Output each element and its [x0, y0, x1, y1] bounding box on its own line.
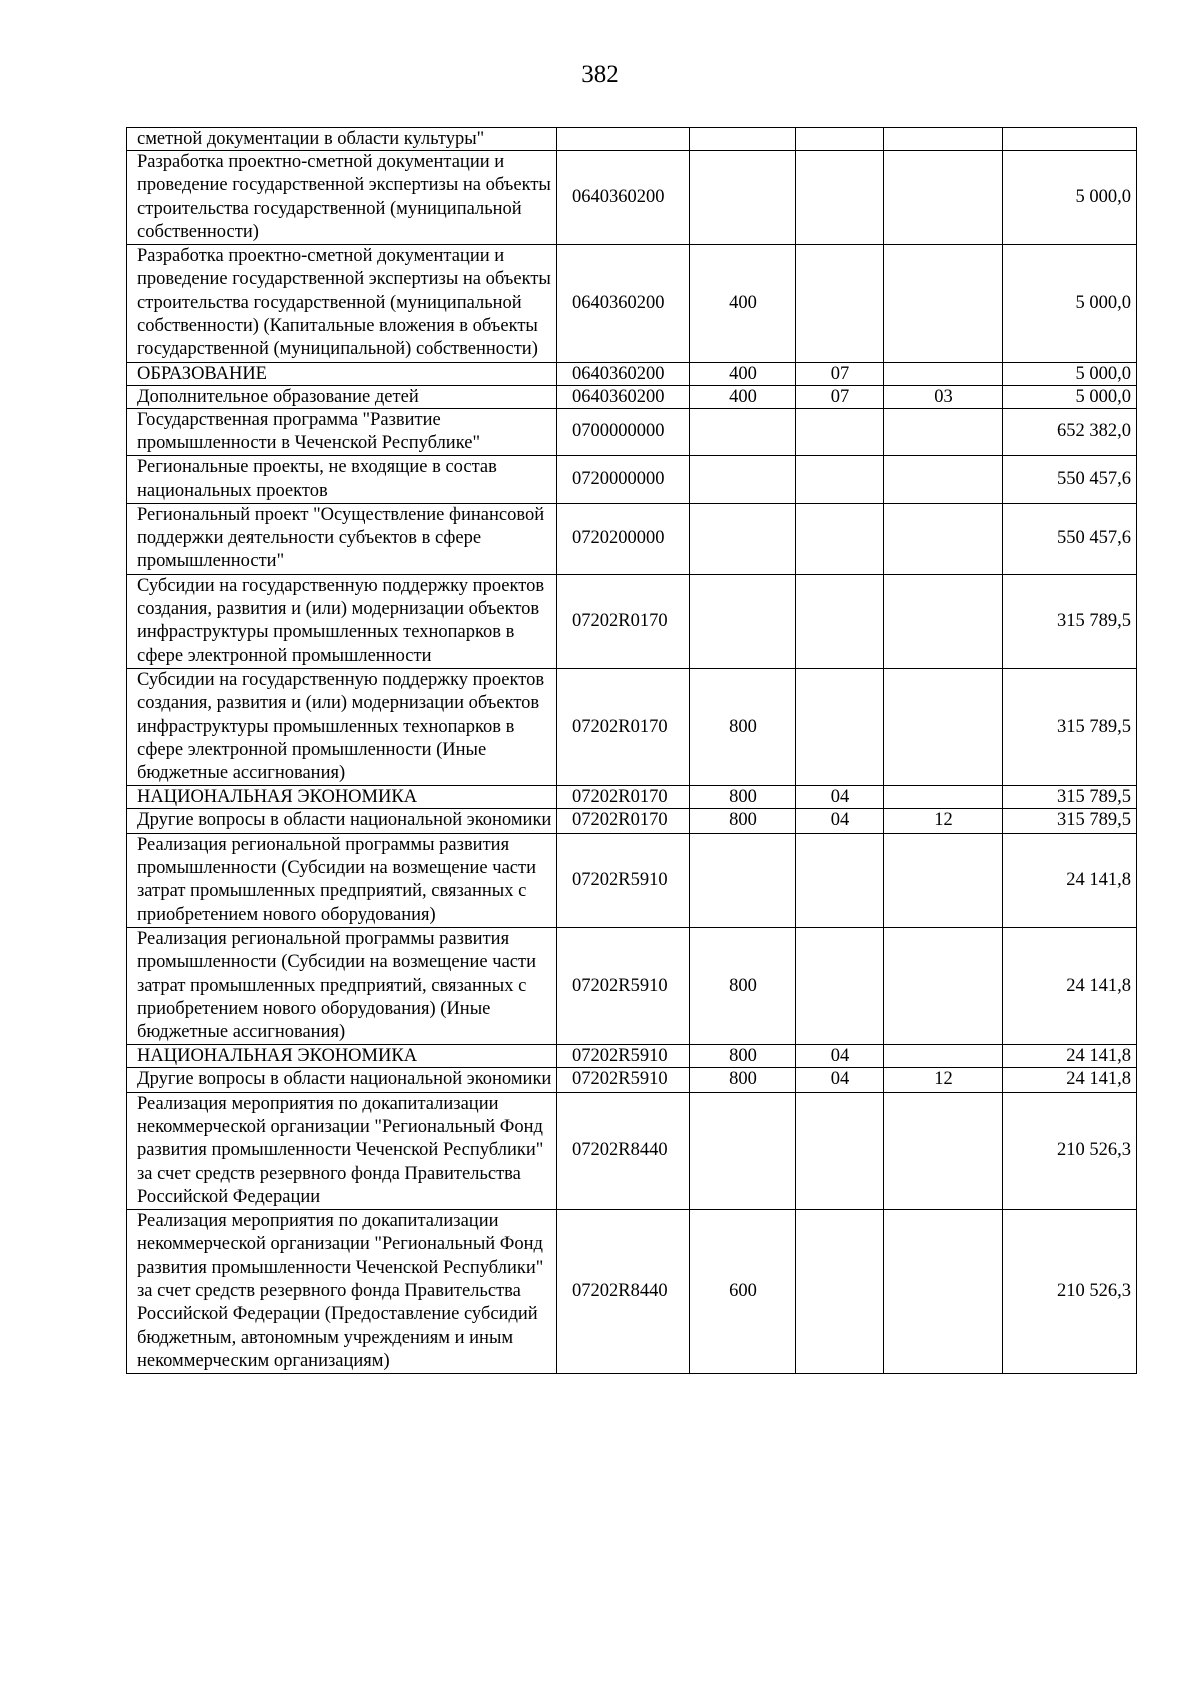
row-subsection: [884, 245, 1003, 362]
row-expense-type: 400: [690, 385, 796, 408]
row-subsection: [884, 151, 1003, 245]
row-section: [796, 1092, 884, 1209]
row-target-code: 07202R5910: [557, 1068, 690, 1092]
row-section: 04: [796, 809, 884, 833]
row-subsection: [884, 362, 1003, 385]
row-section: [796, 668, 884, 785]
row-expense-type: [690, 151, 796, 245]
row-subsection: [884, 503, 1003, 574]
row-section: [796, 408, 884, 456]
row-target-code: 07202R5910: [557, 833, 690, 927]
row-name: Реализация региональной программы развития промышленности (Субсидии на возмещение части затрат промышленных предприятий, связанных с приобретением нового оборудования) (Иные бюджетные ассигнования): [127, 927, 557, 1044]
row-amount: 24 141,8: [1003, 1045, 1137, 1068]
row-name: Государственная программа "Развитие промышленности в Чеченской Республике": [127, 408, 557, 456]
row-expense-type: 800: [690, 809, 796, 833]
row-name: Другие вопросы в области национальной экономики: [127, 809, 557, 833]
row-amount: 24 141,8: [1003, 927, 1137, 1044]
row-amount: 5 000,0: [1003, 151, 1137, 245]
row-section: 07: [796, 362, 884, 385]
row-subsection: [884, 574, 1003, 668]
row-subsection: [884, 1045, 1003, 1068]
row-name: Субсидии на государственную поддержку проектов создания, развития и (или) модернизации объектов инфраструктуры промышленных технопарков в сфере электронной промышленности (Иные бюджетные ассигнования): [127, 668, 557, 785]
row-expense-type: 400: [690, 245, 796, 362]
row-expense-type: 800: [690, 927, 796, 1044]
row-amount: 550 457,6: [1003, 503, 1137, 574]
table-row: [127, 809, 1137, 833]
row-name: Разработка проектно-сметной документации и проведение государственной экспертизы на объекты строительства государственной (муниципальной собственности): [127, 151, 557, 245]
row-target-code: 07202R0170: [557, 786, 690, 809]
table-row: [127, 245, 1137, 362]
row-amount: 5 000,0: [1003, 362, 1137, 385]
row-expense-type: 800: [690, 1068, 796, 1092]
row-expense-type: [690, 574, 796, 668]
row-section: [796, 927, 884, 1044]
row-subsection: 03: [884, 385, 1003, 408]
row-name: Разработка проектно-сметной документации и проведение государственной экспертизы на объекты строительства государственной (муниципальной собственности) (Капитальные вложения в объекты государственной (муниципальной) собственности): [127, 245, 557, 362]
row-expense-type: 600: [690, 1210, 796, 1374]
row-expense-type: [690, 408, 796, 456]
row-expense-type: 400: [690, 362, 796, 385]
row-expense-type: [690, 833, 796, 927]
table-row: [127, 1045, 1137, 1068]
row-expense-type: [690, 503, 796, 574]
row-section: [796, 128, 884, 151]
row-subsection: [884, 1210, 1003, 1374]
row-target-code: 07202R0170: [557, 809, 690, 833]
row-section: 04: [796, 1068, 884, 1092]
row-name: Дополнительное образование детей: [127, 385, 557, 408]
row-name: Региональные проекты, не входящие в состав национальных проектов: [127, 456, 557, 504]
table-row: [127, 574, 1137, 668]
row-amount: 210 526,3: [1003, 1210, 1137, 1374]
table-row: [127, 456, 1137, 504]
row-section: [796, 503, 884, 574]
row-amount: [1003, 128, 1137, 151]
row-amount: 210 526,3: [1003, 1092, 1137, 1209]
row-name: Региональный проект "Осуществление финансовой поддержки деятельности субъектов в сфере промышленности": [127, 503, 557, 574]
row-section: [796, 574, 884, 668]
row-name: Другие вопросы в области национальной экономики: [127, 1068, 557, 1092]
row-target-code: 0700000000: [557, 408, 690, 456]
row-name: Реализация региональной программы развития промышленности (Субсидии на возмещение части затрат промышленных предприятий, связанных с приобретением нового оборудования): [127, 833, 557, 927]
row-section: 04: [796, 786, 884, 809]
row-target-code: 0640360200: [557, 245, 690, 362]
table-row: [127, 1092, 1137, 1209]
row-amount: 652 382,0: [1003, 408, 1137, 456]
table-row: [127, 833, 1137, 927]
row-name: сметной документации в области культуры": [127, 128, 557, 151]
row-target-code: [557, 128, 690, 151]
row-subsection: [884, 786, 1003, 809]
row-name: НАЦИОНАЛЬНАЯ ЭКОНОМИКА: [127, 786, 557, 809]
row-subsection: 12: [884, 1068, 1003, 1092]
row-expense-type: [690, 128, 796, 151]
row-target-code: 0640360200: [557, 151, 690, 245]
budget-table: [126, 127, 1137, 1374]
row-expense-type: 800: [690, 668, 796, 785]
row-target-code: 0720000000: [557, 456, 690, 504]
row-expense-type: 800: [690, 1045, 796, 1068]
table-row: [127, 385, 1137, 408]
table-row: [127, 128, 1137, 151]
row-target-code: 07202R8440: [557, 1210, 690, 1374]
row-subsection: [884, 1092, 1003, 1209]
row-amount: 315 789,5: [1003, 668, 1137, 785]
row-subsection: [884, 668, 1003, 785]
row-subsection: [884, 408, 1003, 456]
row-expense-type: 800: [690, 786, 796, 809]
row-target-code: 0720200000: [557, 503, 690, 574]
row-amount: 315 789,5: [1003, 809, 1137, 833]
row-amount: 24 141,8: [1003, 1068, 1137, 1092]
row-subsection: [884, 456, 1003, 504]
row-section: [796, 245, 884, 362]
row-name: НАЦИОНАЛЬНАЯ ЭКОНОМИКА: [127, 1045, 557, 1068]
row-target-code: 07202R5910: [557, 1045, 690, 1068]
row-target-code: 07202R0170: [557, 668, 690, 785]
table-row: [127, 503, 1137, 574]
row-amount: 550 457,6: [1003, 456, 1137, 504]
row-target-code: 0640360200: [557, 362, 690, 385]
row-expense-type: [690, 1092, 796, 1209]
row-name: Реализация мероприятия по докапитализации некоммерческой организации "Региональный Фонд развития промышленности Чеченской Республики" за счет средств резервного фонда Правительства Российской Федерации: [127, 1092, 557, 1209]
table-row: [127, 927, 1137, 1044]
row-subsection: [884, 128, 1003, 151]
row-amount: 24 141,8: [1003, 833, 1137, 927]
row-name: ОБРАЗОВАНИЕ: [127, 362, 557, 385]
table-row: [127, 408, 1137, 456]
row-amount: 5 000,0: [1003, 245, 1137, 362]
row-section: 04: [796, 1045, 884, 1068]
row-amount: 5 000,0: [1003, 385, 1137, 408]
row-expense-type: [690, 456, 796, 504]
row-section: [796, 151, 884, 245]
row-target-code: 07202R0170: [557, 574, 690, 668]
row-section: 07: [796, 385, 884, 408]
row-subsection: 12: [884, 809, 1003, 833]
table-row: [127, 362, 1137, 385]
row-target-code: 0640360200: [557, 385, 690, 408]
row-name: Реализация мероприятия по докапитализации некоммерческой организации "Региональный Фонд развития промышленности Чеченской Республики" за счет средств резервного фонда Правительства Российской Федерации (Предоставление субсидий бюджетным, автономным учреждениям и иным некоммерческим организациям): [127, 1210, 557, 1374]
table-row: [127, 151, 1137, 245]
row-target-code: 07202R8440: [557, 1092, 690, 1209]
row-target-code: 07202R5910: [557, 927, 690, 1044]
row-amount: 315 789,5: [1003, 786, 1137, 809]
page-number: 382: [581, 61, 619, 88]
table-row: [127, 1210, 1137, 1374]
row-section: [796, 1210, 884, 1374]
table-row: [127, 786, 1137, 809]
row-section: [796, 833, 884, 927]
table-row: [127, 668, 1137, 785]
row-amount: 315 789,5: [1003, 574, 1137, 668]
row-name: Субсидии на государственную поддержку проектов создания, развития и (или) модернизации объектов инфраструктуры промышленных технопарков в сфере электронной промышленности: [127, 574, 557, 668]
table-row: [127, 1068, 1137, 1092]
row-section: [796, 456, 884, 504]
row-subsection: [884, 927, 1003, 1044]
row-subsection: [884, 833, 1003, 927]
